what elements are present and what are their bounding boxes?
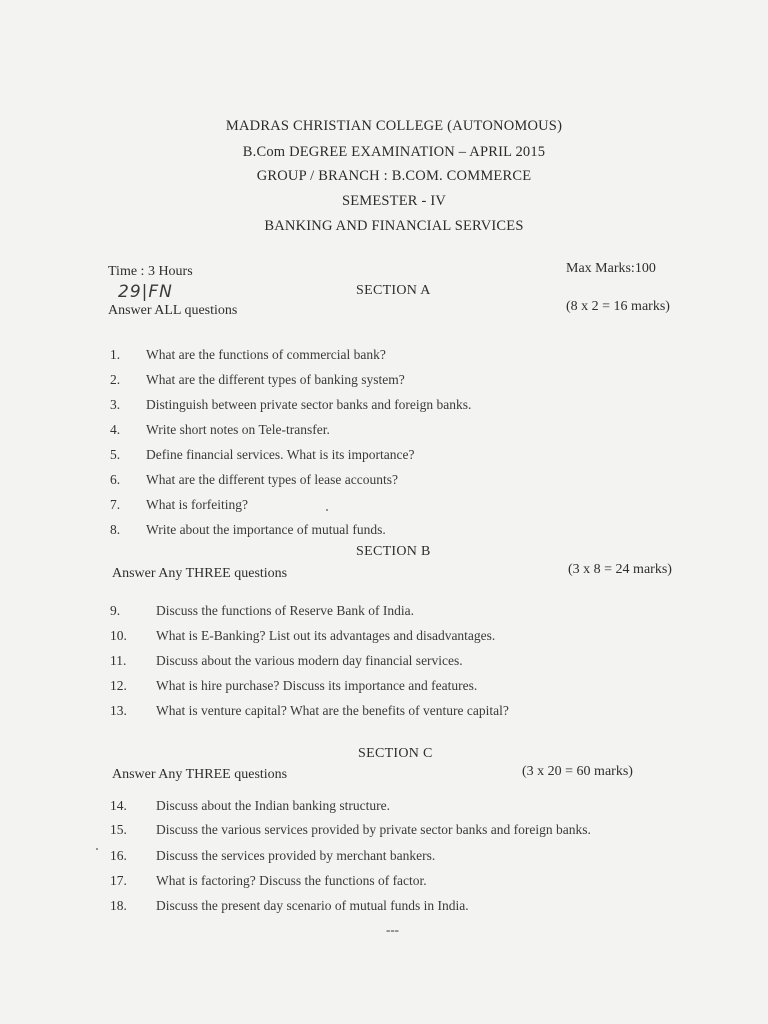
question-number: 6. [110, 472, 121, 487]
question-text: Distinguish between private sector banks and foreign banks. [146, 397, 472, 412]
question-number: 3. [110, 397, 121, 412]
question-item [0, 372, 768, 392]
group-branch: GROUP / BRANCH : B.COM. COMMERCE [256, 168, 532, 184]
section-a-instruction: Answer ALL questions [108, 303, 238, 318]
section-b-marks: (3 x 8 = 24 marks) [568, 562, 672, 577]
question-item [0, 898, 768, 918]
section-b-title: SECTION B [356, 544, 431, 559]
question-number: 8. [110, 522, 121, 537]
question-text: Discuss the functions of Reserve Bank of India. [156, 603, 414, 618]
question-number: 9. [110, 603, 121, 618]
question-number: 10. [110, 628, 127, 643]
question-number: 15. [110, 822, 127, 837]
question-item [0, 497, 768, 517]
scan-speck [326, 509, 328, 511]
question-text: Discuss the various services provided by private sector banks and foreign banks. [156, 822, 591, 837]
max-marks: Max Marks:100 [566, 261, 656, 276]
question-text: Write short notes on Tele-transfer. [146, 422, 330, 437]
question-text: What is E-Banking? List out its advantages and disadvantages. [156, 628, 496, 643]
question-number: 4. [110, 422, 121, 437]
question-text: What are the different types of banking system? [146, 372, 405, 387]
question-item [0, 848, 768, 868]
end-mark: --- [386, 922, 399, 937]
question-text: What are the different types of lease accounts? [146, 472, 399, 487]
question-item [0, 873, 768, 893]
question-item [0, 653, 768, 673]
question-item [0, 422, 768, 442]
section-a-title: SECTION A [356, 283, 431, 298]
semester: SEMESTER - IV [341, 193, 447, 209]
question-item [0, 678, 768, 698]
scan-speck [96, 848, 98, 850]
question-text: Define financial services. What is its importance? [146, 447, 415, 462]
question-item [0, 397, 768, 417]
question-text: What is forfeiting? [146, 497, 248, 512]
college-name: MADRAS CHRISTIAN COLLEGE (AUTONOMOUS) [225, 118, 563, 134]
question-item [0, 603, 768, 623]
question-number: 5. [110, 447, 121, 462]
question-number: 7. [110, 497, 121, 512]
section-a-marks: (8 x 2 = 16 marks) [566, 299, 670, 314]
question-item [0, 347, 768, 367]
question-item [0, 798, 768, 818]
section-c-marks: (3 x 20 = 60 marks) [522, 764, 633, 779]
question-number: 16. [110, 848, 127, 863]
question-number: 2. [110, 372, 121, 387]
question-number: 11. [110, 653, 127, 668]
question-text: Discuss the present day scenario of mutual funds in India. [156, 898, 469, 913]
section-c-title: SECTION C [358, 746, 433, 761]
question-item [0, 628, 768, 648]
question-item [0, 822, 768, 842]
section-b-instruction: Answer Any THREE questions [112, 566, 288, 581]
question-item [0, 472, 768, 492]
paper-title: BANKING AND FINANCIAL SERVICES [264, 218, 524, 234]
question-text: Discuss about the various modern day financial services. [156, 653, 463, 668]
question-text: Discuss the services provided by merchant bankers. [156, 848, 436, 863]
exam-title: B.Com DEGREE EXAMINATION – APRIL 2015 [242, 144, 546, 160]
question-number: 13. [110, 703, 127, 718]
question-number: 14. [110, 798, 127, 813]
question-number: 18. [110, 898, 127, 913]
handwritten-note: 29|FN [118, 282, 173, 302]
question-number: 17. [110, 873, 127, 888]
question-item [0, 447, 768, 467]
question-text: What are the functions of commercial bank? [146, 347, 386, 362]
question-text: Discuss about the Indian banking structure. [156, 798, 390, 813]
section-c-instruction: Answer Any THREE questions [112, 767, 288, 782]
question-text: What is hire purchase? Discuss its importance and features. [156, 678, 478, 693]
question-text: What is factoring? Discuss the functions of factor. [156, 873, 427, 888]
question-number: 12. [110, 678, 127, 693]
time-allowed: Time : 3 Hours [108, 264, 193, 279]
question-item [0, 703, 768, 723]
question-number: 1. [110, 347, 121, 362]
question-text: What is venture capital? What are the benefits of venture capital? [156, 703, 509, 718]
question-item [0, 522, 768, 542]
question-text: Write about the importance of mutual funds. [146, 522, 386, 537]
